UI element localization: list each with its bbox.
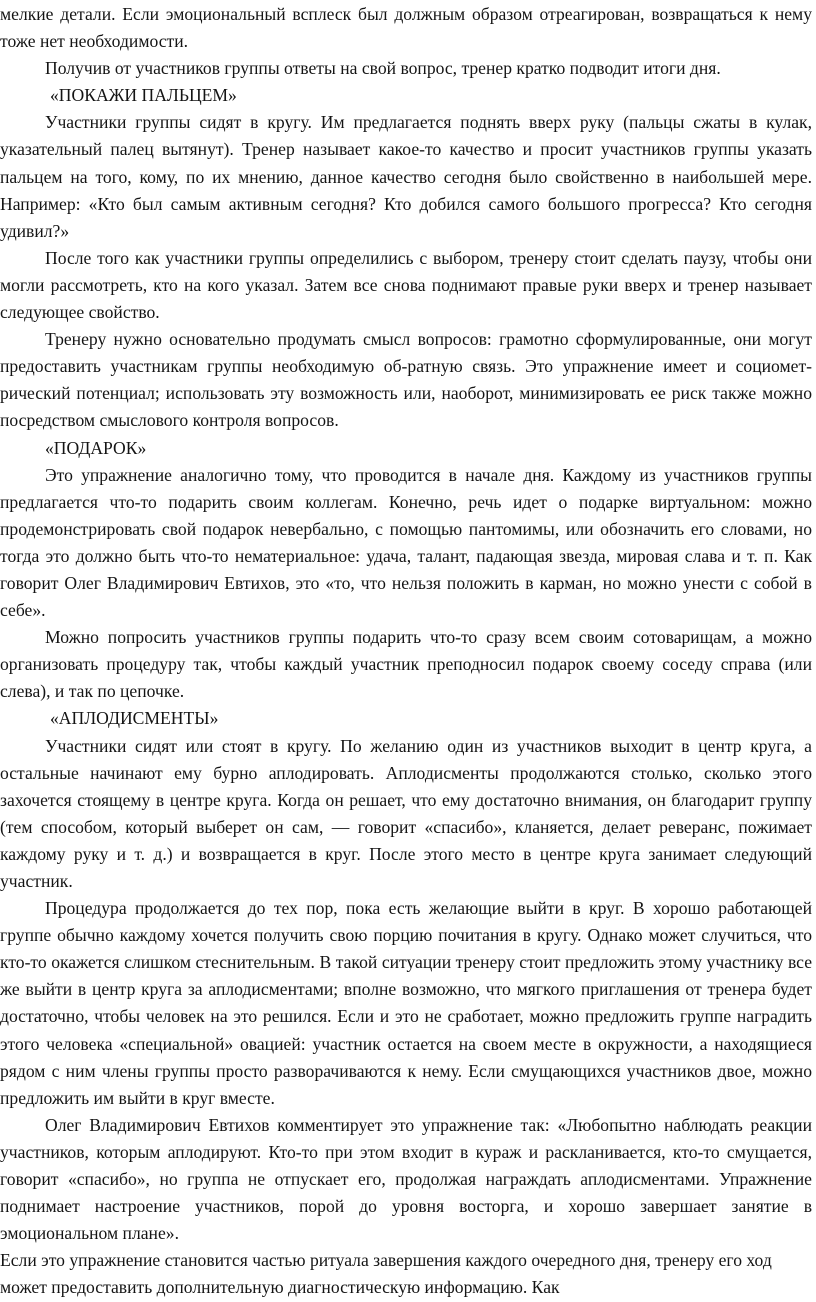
section-heading-applause: «АПЛОДИСМЕНТЫ» xyxy=(50,708,219,729)
paragraph: Процедура продолжается до тех пор, пока есть желающие выйти в круг. В хорошо работающей группе обычно каждому хочется получить свою порцию почитания в кругу. Однако может случиться, что кто-то окажется слишком стеснительным. В такой ситуации тренеру стоит предложить этому участнику все же выйти в центр круга за аплодисментами; вполне возможно, что мягкого приглашения от тренера будет достаточно, чтобы человек на это решился. Если и это не сработает, можно предложить группе наградить этого человека «специальной» овацией: участник остается на своем месте в окружности, а находящиеся рядом с ним члены группы просто разворачиваются к нему. Если смущающихся участников двое, можно предложить им выйти в круг вместе. xyxy=(0,898,812,1108)
paragraph: Тренеру нужно основательно продумать смысл вопросов: грамотно сформулированные, они могут предоставить участникам группы необходимую об-ратную связь. Это упражнение имеет и социомет-рический потенциал; использовать эту возможность или, наоборот, минимизировать ее риск также можно посредством смыслового контроля вопросов. xyxy=(0,329,812,431)
paragraph: Участники группы сидят в кругу. Им предлагается поднять вверх руку (пальцы сжаты в кулак, указательный палец вытянут). Тренер называет какое-то качество и просит участников группы указать пальцем на того, кому, по их мнению, данное качество сегодня было свойственно в наибольшей мере. Например: «Кто был самым активным сегодня? Кто добился самого большого прогресса? Кто сегодня удивил?» xyxy=(0,112,812,241)
paragraph: Олег Владимирович Евтихов комментирует это упражнение так: «Любопытно наблюдать реакции участников, которым аплодируют. Кто-то при этом входит в кураж и раскланивается, кто-то смущается, говорит «спасибо», но группа не отпускает его, продолжая награждать аплодисментами. Упражнение поднимает настроение участников, порой до уровня восторга, и хорошо завершает занятие в эмоциональном плане». xyxy=(0,1114,812,1244)
paragraph: Получив от участников группы ответы на свой вопрос, тренер кратко подводит итоги дня. xyxy=(45,58,721,79)
section-heading-gift: «ПОДАРОК» xyxy=(45,437,147,458)
paragraph: Можно попросить участников группы подарить что-то сразу всем своим сотоварищам, а можно организовать процедуру так, чтобы каждый участник преподносил подарок своему соседу справа (или слева), и так по цепочке. xyxy=(0,627,812,702)
section-heading-show-finger: «ПОКАЖИ ПАЛЬЦЕМ» xyxy=(50,85,237,106)
paragraph-continuation: мелкие детали. Если эмоциональный всплеск был должным образом отреагирован, возвращаться к нему тоже нет необходимости. xyxy=(0,4,812,52)
paragraph: После того как участники группы определились с выбором, тренеру стоит сделать паузу, чтобы они могли рассмотреть, кто на кого указал. Затем все снова поднимают правые руки вверх и тренер называет следующее свойство. xyxy=(0,247,812,323)
paragraph-final: Если это упражнение становится частью ритуала завершения каждого очередного дня, тренеру его ход может предоставить дополнительную диагностическую информацию. Как xyxy=(0,1250,772,1298)
paragraph: Это упражнение аналогично тому, что проводится в начале дня. Каждому из участников группы предлагается что-то подарить своим коллегам. Конечно, речь идет о подарке виртуальном: можно продемонстрировать свой подарок невербально, с помощью пантомимы, или обозначить его словами, но тогда это должно быть что-то нематериальное: удача, талант, падающая звезда, мировая слава и т. п. Как говорит Олег Владимирович Евтихов, это «то, что нельзя положить в карман, но можно унести с собой в себе». xyxy=(0,464,812,621)
paragraph: Участники сидят или стоят в кругу. По желанию один из участников выходит в центр круга, а остальные начинают ему бурно аплодировать. Аплодисменты продолжаются столько, сколько этого захочется стоящему в центре круга. Когда он решает, что ему достаточно внимания, он благодарит группу (тем способом, который выберет он сам, — говорит «спасибо», кланяется, делает реверанс, пожимает каждому руку и т. д.) и возвращается в круг. После этого место в центре круга занимает следующий участник. xyxy=(0,735,812,891)
